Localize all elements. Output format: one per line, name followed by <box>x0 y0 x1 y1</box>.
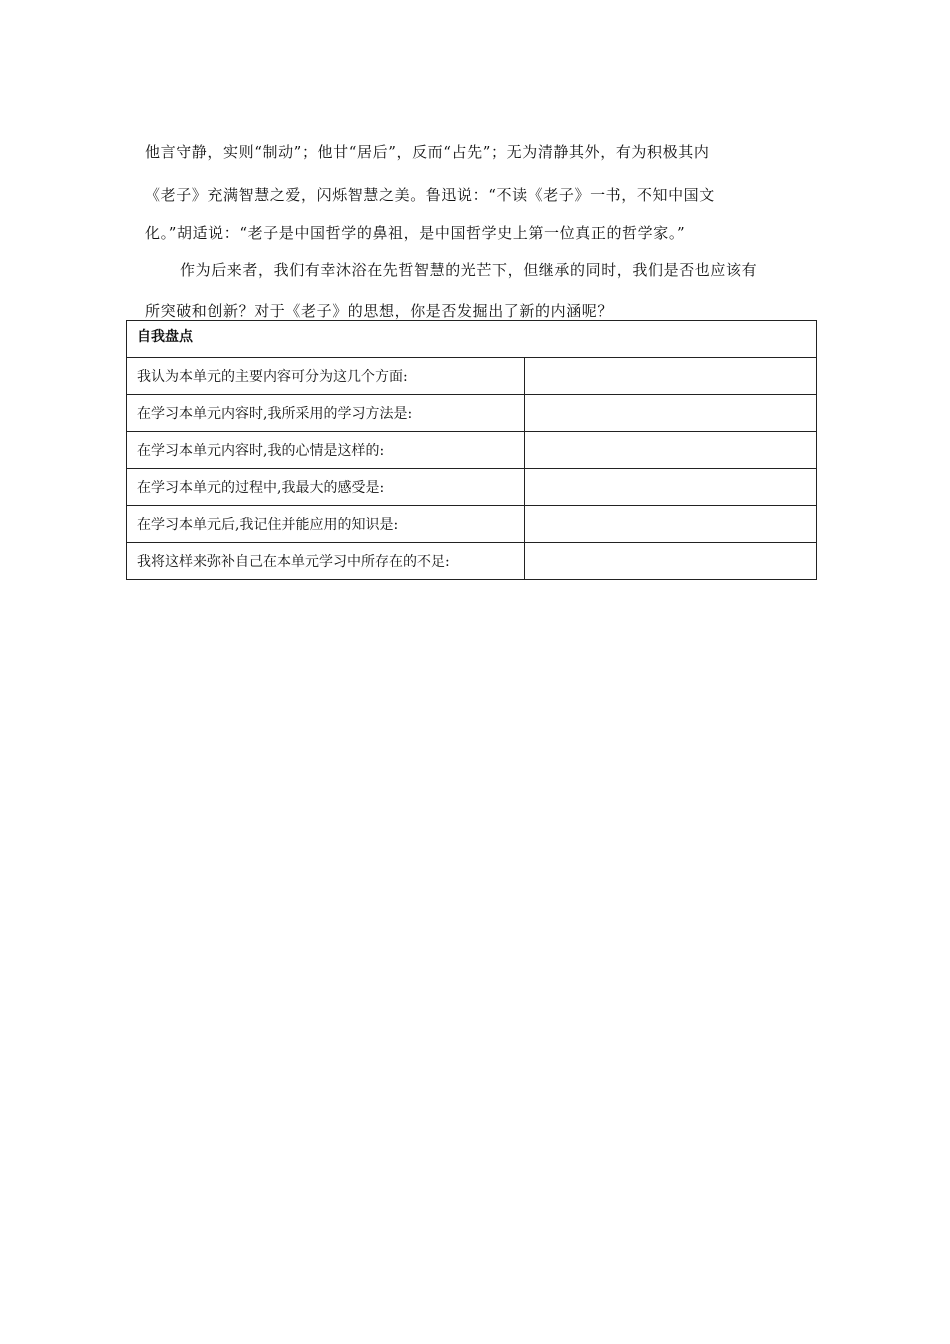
answer-cell[interactable] <box>525 432 817 469</box>
paragraph-line: 所突破和创新？对于《老子》的思想，你是否发掘出了新的内涵呢？ <box>145 302 614 320</box>
answer-cell[interactable] <box>525 358 817 395</box>
paragraph-line: 化。”胡适说：“老子是中国哲学的鼻祖，是中国哲学史上第一位真正的哲学家。” <box>145 224 686 242</box>
prompt-cell: 在学习本单元的过程中,我最大的感受是: <box>127 469 525 506</box>
answer-cell[interactable] <box>525 506 817 543</box>
prompt-cell: 我认为本单元的主要内容可分为这几个方面: <box>127 358 525 395</box>
prompt-cell: 在学习本单元内容时,我所采用的学习方法是: <box>127 395 525 432</box>
prompt-cell: 在学习本单元内容时,我的心情是这样的: <box>127 432 525 469</box>
prompt-cell: 在学习本单元后,我记住并能应用的知识是: <box>127 506 525 543</box>
table-row <box>127 358 817 395</box>
table-row <box>127 543 817 580</box>
prompt-cell: 我将这样来弥补自己在本单元学习中所存在的不足: <box>127 543 525 580</box>
paragraph-line: 他言守静，实则“制动”；他甘“居后”，反而“占先”；无为清静其外，有为积极其内 <box>145 143 710 161</box>
table-row <box>127 506 817 543</box>
paragraph-line: 作为后来者，我们有幸沐浴在先哲智慧的光芒下，但继承的同时，我们是否也应该有 <box>180 261 758 279</box>
answer-cell[interactable] <box>525 543 817 580</box>
table-row <box>127 432 817 469</box>
table-title: 自我盘点 <box>127 321 817 358</box>
paragraph-line: 《老子》充满智慧之爱，闪烁智慧之美。鲁迅说：“不读《老子》一书，不知中国文 <box>145 186 715 204</box>
table-header-row <box>127 321 817 358</box>
answer-cell[interactable] <box>525 395 817 432</box>
answer-cell[interactable] <box>525 469 817 506</box>
self-check-table <box>126 320 817 580</box>
table-row <box>127 395 817 432</box>
table-row <box>127 469 817 506</box>
